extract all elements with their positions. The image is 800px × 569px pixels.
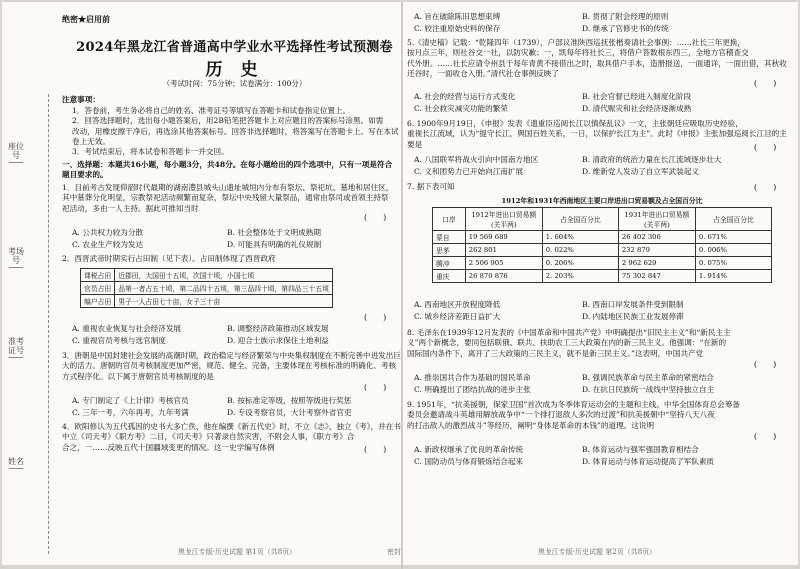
q4-option-d: D. 继承了官修史书的传统	[582, 24, 669, 33]
side-label-exam-id: 准考证号	[8, 337, 24, 358]
q9-option-d: D. 体育运动与体育运动提高了军队素质	[582, 457, 715, 466]
q2-table	[80, 268, 333, 308]
q7-table	[432, 207, 772, 283]
table-header-row: 口岸 1912年进出口贸易额(关平两) 占全国百分比 1931年进出口贸易额(关平两) 占全国百分比	[433, 208, 772, 231]
q3-stem: 3．唐朝是中国封建社会发展的高潮时期，政治稳定与经济繁荣与中央集权制度在不断完善中进发出巨 大的活力。唐朝的官员考核制度更加严密，规范、健全、完备，主要体现在考核标准的明确化、考核 方式程序化。以下属于唐朝官员考核制度的是	[62, 351, 401, 381]
exam-title: 2024年黑龙江省普通高中学业水平选择性考试预测卷	[76, 40, 393, 55]
q6-option-a: A. 八国联军将战火引向中国南方地区	[414, 155, 539, 164]
q5-stem: 5.《清史稿》记载：“乾隆四年（1739），户部议准陕西巡抚张楷奏请社会事例：……社长三年更换， 按月点三年，则社谷交一社，以防灾歉；一，凯每年将社长三，将借户答数根东西三，全地方官稽查交 代外册。……社长应请令州县于每年青黄不接借出之时，取具借户手本，造册报送，一面通详，一面出借，其秋收 还谷时，一面收仓入册。”清代社仓事例反映了	[407, 38, 787, 78]
q4-option-c: C. 较注重原始史料的保存	[414, 24, 501, 33]
section-title: 一、选择题：本题共16小题，每小题3分，共48分。在每小题给出的四个选项中，只有一项是符合 题目要求的。	[62, 160, 393, 180]
exam-sheet	[2, 2, 798, 565]
center-seal-mark: 密封	[387, 548, 401, 556]
q9-option-a: A. 新政权继承了优良的革命传统	[414, 445, 524, 454]
q1-answer-blank: ( )	[364, 213, 387, 222]
q9-answer-blank: ( )	[754, 432, 777, 441]
q2-stem: 2．西晋武帝时期实行占田制（见下表）。占田制体现了西晋政府	[62, 254, 276, 263]
table-row: 思茅 262 801 0. 022% 232 879 0. 006%	[433, 244, 772, 257]
q6-stem: 6. 1900年9月19日，《申报》发表《遗重臣巡阅长江以慎保乱议》一文，主张朝廷应吸取历史经验， 重视长江流域，认为“提守长江，舆国百姓关系，一日，以保护长江为主”。此时《申报》主张加强巡阅长江目的主要是	[407, 119, 787, 149]
q3-option-b: B. 按标准定等级，按照等级进行奖惩	[227, 396, 352, 405]
exam-info: （考试时间：75分钟；试卷满分：100分）	[162, 79, 307, 88]
notes-heading: 注意事项：	[62, 95, 100, 104]
q4-answer-blank: ( )	[364, 445, 387, 454]
q6-option-b: B. 清政府的统治力量在长江流域逐步壮大	[582, 155, 722, 164]
table-row: 编户占田 男子一人占田七十亩，女子三十亩	[81, 295, 333, 308]
q5-answer-blank: ( )	[754, 79, 777, 88]
q6-answer-blank: ( )	[754, 143, 777, 152]
subject-title: 历 史	[205, 60, 264, 80]
table-row: 课税占田 近郡田，大国田十五顷，次国十顷，小国七顷	[81, 269, 333, 282]
q8-option-d: D. 在抗日民族统一战线中坚持独立自主	[582, 385, 715, 394]
q3-answer-blank: ( )	[364, 383, 387, 392]
q5-option-a: A. 社会的经营与运行方式变化	[414, 92, 516, 101]
q4-stem: 4．欧阳修认为五代孤因的史书大多亡佚，他在编撰《新五代史》时，不立《志》，独立《考》，并在书 中立《司天考》《职方考》二目，《司天考》只著录自然灾害，不附会人事，《职方考》合 合之，一……反映五代十国疆域变更的情况。这一史学编写体例	[62, 422, 401, 452]
q7-option-b: B. 西南口岸发展条件受到限制	[582, 300, 684, 309]
q6-option-d: D. 维新党人发动了自立军武装起义	[582, 167, 699, 176]
q9-option-b: B. 体育运动与强军强国教育相结合	[582, 445, 699, 454]
q5-option-c: C. 社会救灾减灾功能的繁荣	[414, 104, 508, 113]
q4-option-a: A. 旨在破除陈旧思想束缚	[414, 12, 501, 21]
q7-answer-blank: ( )	[754, 183, 777, 192]
q2-option-b: B. 调整经济政策推动区域发展	[227, 324, 329, 333]
q2-option-c: C. 重视官员考核与选官制度	[72, 336, 166, 345]
q1-option-b: B. 社会整体处于文明成熟期	[227, 228, 321, 237]
q5-option-d: D. 清代赈灾和社会经济逐渐成熟	[582, 104, 692, 113]
q7-stem: 7. 据下表可知	[407, 182, 455, 191]
q7-option-a: A. 西南地区开放程度降低	[414, 300, 501, 309]
q1-stem: 1．目前考古发现仰韶时代最期的湖南澧县城头山遗址城垣内分布有祭坛、祭祀坑、墓地和居住区， 其中墓葬分化明显，宗教祭祀活动频繁而复杂，祭坛中央残留大量祭品，通常由祭司或首领主持祭 祀活动，多由一人主持。据此可推知当时	[62, 183, 394, 213]
q8-stem: 8. 毛泽东在1939年12月发表的《中国革命和中国共产党》中明确提出“旧民主主义”和“新民主主 义”两个新概念，要同包括联俄、联共、扶助农工三大政策在内的新三民主义。他强调：“在新的 国际国内条件下，离开了三大政策的三民主义，就不是新三民主义。”这表明，中国共产党	[407, 328, 731, 358]
q1-option-d: D. 可能具有明确的礼仪规制	[227, 240, 322, 249]
notes: 1．答卷前，考生务必将自己的姓名、准考证号等填写在答题卡和试卷指定位置上。 2．回答选择题时，选出每小题答案后，用2B铅笔把答题卡上对应题目的答案标号涂黑。如需 改动，用橡皮擦干净后，再选涂其他答案标号。回答非选择题时，将答案写在答题卡上。写在本试 卷上无效。 3．考试结束后，将本试卷和答题卡一并交回。	[72, 106, 399, 157]
q7-option-d: D. 内陆地区民族工业发展停滞	[582, 312, 684, 321]
secret-label: 绝密★启用前	[62, 14, 110, 24]
table-row: 蒙自 19 569 689 1. 604% 26 402 306 0. 671%	[433, 231, 772, 244]
side-label-name: 姓名	[8, 457, 24, 469]
q8-answer-blank: ( )	[754, 360, 777, 369]
q1-option-c: C. 农业生产较为发达	[72, 240, 144, 249]
side-label-seat: 座位号	[8, 142, 24, 163]
q5-option-b: B. 社会官督已经进入制度化阶段	[582, 92, 692, 101]
table-row: 官员占田 品第一者占五十顷，第二品四十五顷，第三品四十顷，第四品三十五顷	[81, 282, 333, 295]
q3-option-c: C. 三年一考，六年再考，九年考满	[72, 408, 189, 417]
q9-stem: 9. 1951年，“抗美援朝，保家卫国”首次成为冬季体育运动会的主题和主线。中华全国体育总会筹备 委员会邀请战斗英雄用解放战争中“一个排打退敌人多次的过渡”和抗美援朝中“坚持八天八夜 的打击敌人的激烈战斗”等经历，阐明“身体是革命的本钱”的道理。这说明	[407, 400, 740, 430]
page-fold	[401, 2, 403, 569]
table-row: 腾冲 2 506 905 0. 206% 2 962 629 0. 075%	[433, 257, 772, 270]
q9-option-c: C. 国防动员与体育锻炼结合起来	[414, 457, 524, 466]
q2-option-d: D. 迎合士族示求保住土地利益	[227, 336, 329, 345]
q4-option-b: B. 贯彻了附会经理的原则	[582, 12, 669, 21]
q6-option-c: C. 义和团势力已开始向江南扩展	[414, 167, 524, 176]
left-footer: 黑龙江专版·历史试题 第1页（共8页）	[177, 548, 297, 556]
q8-option-c: C. 明确提出了团结抗战的进步主张	[414, 385, 531, 394]
q1-option-a: A. 公共权力较为分散	[72, 228, 144, 237]
q3-option-a: A. 专门制定了《上计律》考核官员	[72, 396, 189, 405]
table-row: 重庆 26 870 876 2. 203% 75 302 847 1. 914%	[433, 270, 772, 283]
q7-option-c: C. 城乡经济差距日益扩大	[414, 312, 501, 321]
q3-option-d: D. 专设考察官员，大计考察外省官吏	[227, 408, 352, 417]
side-label-room: 考场号	[8, 247, 24, 268]
q8-option-a: A. 推崇国共合作为基础的国民革命	[414, 373, 531, 382]
q8-option-b: B. 强调民族革命与民主革命的紧密结合	[582, 373, 714, 382]
right-footer: 黑龙江专版·历史试题 第2页（共8页）	[537, 548, 657, 556]
q2-option-a: A. 重视农业恢复与社会经济发展	[72, 324, 182, 333]
q7-table-caption: 1912年和1931年西南地区主要口岸进出口贸易额及占全国百分比	[501, 197, 703, 205]
binding-dashed-line	[48, 94, 49, 554]
q2-answer-blank: ( )	[364, 313, 387, 322]
